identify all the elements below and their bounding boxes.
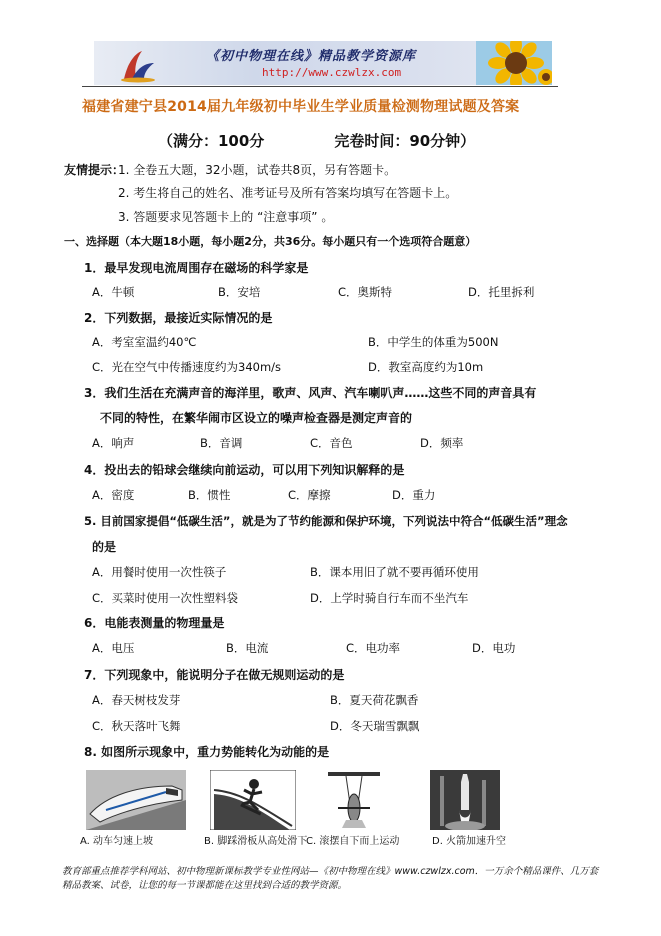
skateboard-icon (210, 770, 296, 830)
q6-option-d[interactable]: D．电功 (472, 641, 516, 655)
question-3: 3．我们生活在充满声音的海洋里，歌声、风声、汽车喇叭声……这些不同的声音具有 (84, 386, 537, 400)
tip-2: 2. 考生将自己的姓名、准考证号及所有答案均填写在答题卡上。 (118, 186, 458, 200)
banner-title: 《初中物理在线》精品教学资源库 (206, 49, 417, 64)
page-footer: 教育部重点推荐学科网站、初中物理新课标教学专业性网站—《初中物理在线》www.czwlzx.com．一万余个精品课件、几万套精品教案、试卷，让您的每一节课都能在这里找到合适的教学资源。 (62, 866, 599, 891)
q6-option-a[interactable]: A．电压 (92, 641, 135, 655)
question-2: 2．下列数据，最接近实际情况的是 (84, 311, 273, 325)
question-5: 5. 目前国家提倡“低碳生活”，就是为了节约能源和保护环境，下列说法中符合“低碳生活”理念 (84, 514, 568, 528)
tip-3: 3. 答题要求见答题卡上的 “注意事项” 。 (118, 210, 334, 224)
q1-option-d[interactable]: D．托里拆利 (468, 285, 535, 299)
figure-d-caption: D. 火箭加速升空 (432, 836, 507, 847)
figure-c-caption: C. 滚摆自下而上运动 (306, 836, 400, 847)
q1-option-c[interactable]: C．奥斯特 (338, 285, 393, 299)
q1-option-a[interactable]: A．牛顿 (92, 285, 135, 299)
question-3-cont: 不同的特性，在繁华闹市区设立的噪声检查器是测定声音的 (100, 411, 413, 425)
q7-option-c[interactable]: C．秋天落叶飞舞 (92, 719, 181, 733)
banner-url[interactable]: http://www.czwlzx.com (262, 66, 402, 79)
q7-option-d[interactable]: D．冬天瑞雪飘飘 (330, 719, 420, 733)
q6-option-c[interactable]: C．电功率 (346, 641, 401, 655)
q5-option-d[interactable]: D．上学时骑自行车而不坐汽车 (310, 591, 469, 605)
figure-b-caption: B. 脚踩滑板从高处滑下 (204, 836, 308, 847)
q3-option-a[interactable]: A．响声 (92, 436, 135, 450)
pendulum-icon (324, 770, 384, 830)
q2-option-b[interactable]: B．中学生的体重为500N (368, 335, 499, 349)
score-info: （满分：100分 (158, 132, 265, 150)
site-banner (94, 41, 552, 85)
question-4: 4．投出去的铅球会继续向前运动，可以用下列知识解释的是 (84, 463, 405, 477)
q5-option-c[interactable]: C．买菜时使用一次性塑料袋 (92, 591, 239, 605)
q4-option-b[interactable]: B．惯性 (188, 488, 231, 502)
figure-a[interactable] (80, 770, 186, 847)
q1-option-b[interactable]: B．安培 (218, 285, 261, 299)
q2-option-d[interactable]: D．教室高度约为10m (368, 360, 484, 374)
rocket-icon (430, 770, 500, 830)
train-icon (86, 770, 186, 830)
tips-label: 友情提示： (64, 163, 125, 177)
q4-option-c[interactable]: C．摩擦 (288, 488, 331, 502)
figure-a-caption: A. 动车匀速上坡 (80, 836, 154, 847)
question-7: 7．下列现象中，能说明分子在做无规则运动的是 (84, 668, 345, 682)
exam-info (158, 130, 475, 151)
question-1: 1．最早发现电流周围存在磁场的科学家是 (84, 261, 309, 275)
q4-option-a[interactable]: A．密度 (92, 488, 135, 502)
section-heading: 一、选择题（本大题18小题，每小题2分，共36分。每小题只有一个选项符合题意） (64, 235, 477, 248)
q5-option-b[interactable]: B．课本用旧了就不要再循环使用 (310, 565, 479, 579)
q2-option-c[interactable]: C．光在空气中传播速度约为340m/s (92, 360, 282, 374)
header-rule (82, 86, 558, 87)
tip-1: 1. 全卷五大题，32小题，试卷共8页，另有答题卡。 (118, 163, 397, 177)
question-5-cont: 的是 (92, 540, 117, 554)
q7-option-a[interactable]: A．春天树枝发芽 (92, 693, 181, 707)
q7-option-b[interactable]: B．夏天荷花飘香 (330, 693, 419, 707)
q5-option-a[interactable]: A．用餐时使用一次性筷子 (92, 565, 227, 579)
question-8: 8. 如图所示现象中，重力势能转化为动能的是 (84, 745, 330, 759)
question-6: 6．电能表测量的物理量是 (84, 616, 225, 630)
time-info: 完卷时间：90分钟） (334, 132, 476, 150)
q4-option-d[interactable]: D．重力 (392, 488, 436, 502)
q6-option-b[interactable]: B．电流 (226, 641, 269, 655)
q3-option-d[interactable]: D．频率 (420, 436, 464, 450)
page-title: 福建省建宁县2014届九年级初中毕业生学业质量检测物理试题及答案 (82, 99, 520, 115)
figure-b[interactable] (204, 770, 308, 847)
figure-c[interactable] (306, 770, 400, 847)
q2-option-a[interactable]: A．考室室温约40℃ (92, 335, 197, 349)
sunflower-icon (476, 41, 552, 85)
site-logo-icon (118, 49, 158, 83)
figure-d[interactable] (430, 770, 507, 847)
q3-option-b[interactable]: B．音调 (200, 436, 243, 450)
q3-option-c[interactable]: C．音色 (310, 436, 353, 450)
